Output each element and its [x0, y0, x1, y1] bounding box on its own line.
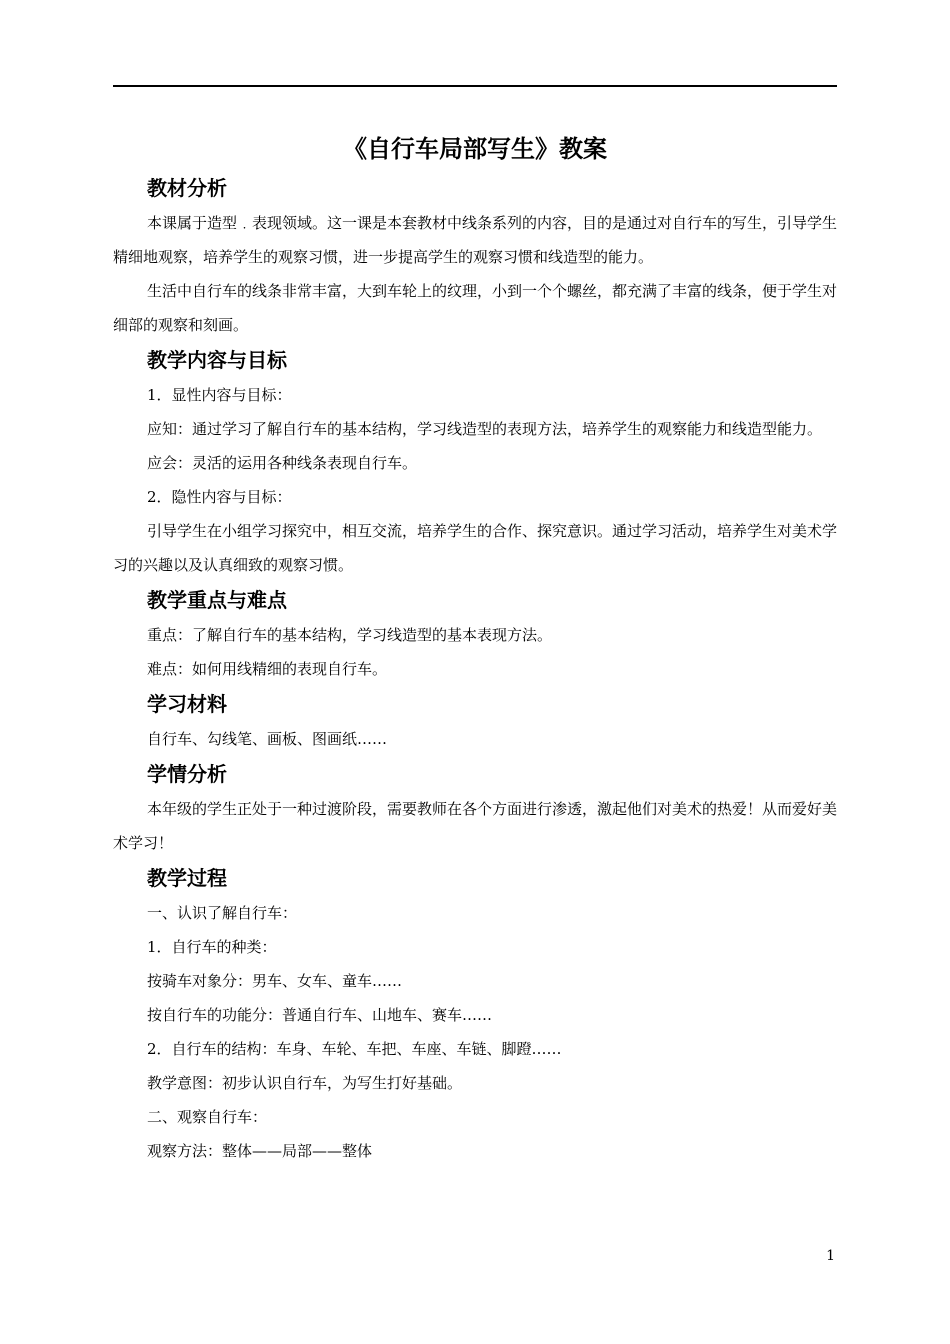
section-heading: 教材分析	[147, 176, 227, 200]
section-heading: 学习材料	[147, 692, 227, 716]
section-heading: 学情分析	[147, 762, 227, 786]
section-heading: 教学内容与目标	[147, 348, 287, 372]
paragraph: 难点：如何用线精细的表现自行车。	[147, 660, 388, 678]
document-body	[113, 128, 837, 1168]
section-heading: 教学过程	[147, 866, 227, 890]
paragraph: 按自行车的功能分：普通自行车、山地车、赛车……	[147, 1006, 493, 1024]
document-title: 《自行车局部写生》教案	[343, 134, 607, 163]
paragraph: 1．自行车的种类：	[147, 938, 277, 956]
paragraph: 2．隐性内容与目标：	[147, 488, 292, 506]
section-content-goals	[113, 342, 837, 582]
paragraph: 生活中自行车的线条非常丰富，大到车轮上的纹理，小到一个个螺丝，都充满了丰富的线条，便于学生对细部的观察和刻画。	[113, 282, 838, 334]
paragraph: 本课属于造型﹒表现领域。这一课是本套教材中线条系列的内容，目的是通过对自行车的写生，引导学生精细地观察，培养学生的观察习惯，进一步提高学生的观察习惯和线造型的能力。	[113, 214, 838, 266]
section-materials	[113, 686, 837, 756]
paragraph: 重点：了解自行车的基本结构，学习线造型的基本表现方法。	[147, 626, 553, 644]
paragraph: 引导学生在小组学习探究中，相互交流，培养学生的合作、探究意识。通过学习活动，培养学生对美术学习的兴趣以及认真细致的观察习惯。	[113, 522, 838, 574]
paragraph: 应知：通过学习了解自行车的基本结构，学习线造型的表现方法，培养学生的观察能力和线造型能力。	[147, 420, 823, 438]
section-key-difficult-points	[113, 582, 837, 686]
paragraph: 教学意图：初步认识自行车，为写生打好基础。	[147, 1074, 463, 1092]
paragraph: 二、观察自行车：	[147, 1108, 268, 1126]
section-teaching-process	[113, 860, 837, 1168]
paragraph: 一、认识了解自行车：	[147, 904, 298, 922]
section-heading: 教学重点与难点	[147, 588, 287, 612]
paragraph: 本年级的学生正处于一种过渡阶段，需要教师在各个方面进行渗透，激起他们对美术的热爱！从而爱好美术学习！	[113, 800, 838, 852]
paragraph: 1．显性内容与目标：	[147, 386, 292, 404]
paragraph: 观察方法：整体——局部——整体	[147, 1142, 373, 1160]
paragraph: 自行车、勾线笔、画板、图画纸……	[147, 730, 388, 748]
header-rule	[113, 85, 837, 87]
paragraph: 按骑车对象分：男车、女车、童车……	[147, 972, 403, 990]
section-textbook-analysis	[113, 170, 837, 342]
paragraph: 应会：灵活的运用各种线条表现自行车。	[147, 454, 418, 472]
paragraph: 2．自行车的结构：车身、车轮、车把、车座、车链、脚蹬……	[147, 1040, 562, 1058]
section-student-analysis	[113, 756, 837, 860]
page-number: 1	[826, 1248, 835, 1264]
